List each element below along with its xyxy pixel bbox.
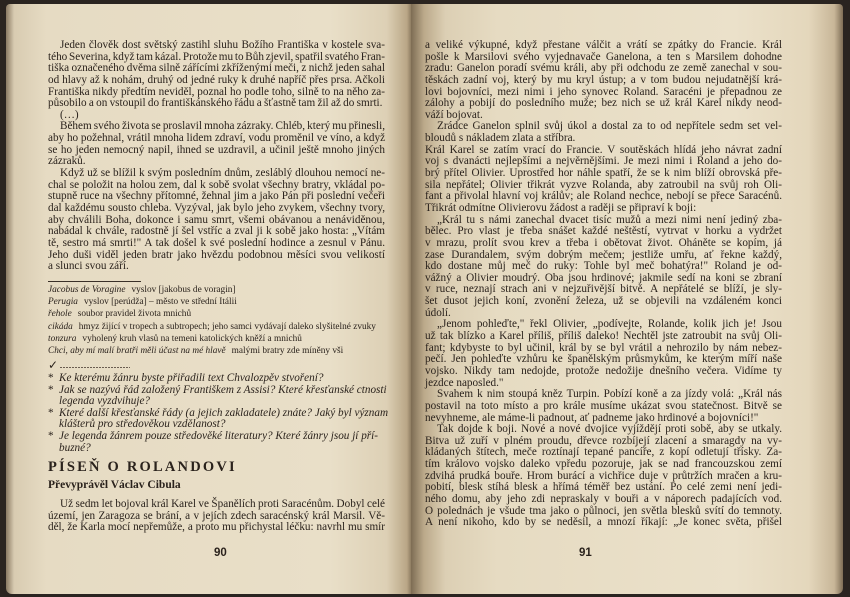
bullet-icon: * <box>48 406 54 419</box>
text-line: Už sedm let bojoval král Karel ve Španělích proti Saracénům. Dobyl celé <box>60 498 385 510</box>
text-line: zázraků. <box>48 155 86 168</box>
question-item <box>48 431 388 454</box>
text-line: (…) <box>60 108 79 121</box>
text-line: tím královo vojsko daleko vpředu pozoruje, jak se nad francouzskou zemí <box>425 458 782 471</box>
footnote-item <box>48 321 393 333</box>
text-line: „Jenom pohleďte," řekl Olivier, „podívejte, Rolande, kolik jich je! Jsou <box>437 318 782 331</box>
footnote-definition: vyslov [perúdža] – město ve střední Itálii <box>83 297 237 308</box>
text-line: Ke kterému žánru byste přiřadili text Chvalozpěv stvoření? <box>59 372 324 384</box>
text-line: údolí. <box>425 306 451 319</box>
text-line: stupně ruce na všechny přítomné, žehnal jim a jako Pán při poslední večeři <box>48 190 385 203</box>
text-line: už tak blízko a Karel příliš, příliš daleko! Nechtěl jste zatroubit na svůj Oli- <box>425 330 782 343</box>
text-line: sila nepřátel; Olivier třikrát vyzve Rolanda, aby zatroubil na svůj roh Oli- <box>425 178 782 191</box>
text-line: Třikrát odmítne Olivierovu žádost a raději se připraví k boji: <box>425 201 697 214</box>
footnote-item <box>48 308 393 320</box>
text-line: Tak dojde k boji. Nové a nové dvojice vyjíždějí proti sobě, aby se utkaly. <box>437 423 782 436</box>
text-line: kdo dostane můj meč do ruky: Tohle byl meč bohatýra!" Roland je od- <box>425 260 782 273</box>
footnote-item <box>48 333 393 345</box>
text-line: Svahem k nim stoupá kněz Turpin. Pobízí koně a za jízdy volá: „Král nás <box>437 388 782 401</box>
bullet-icon: * <box>48 383 54 396</box>
text-line: pobití, blesk stíhá blesk a hřímá téměř bez ustání. Po celé zemi není jedi- <box>425 481 782 494</box>
paragraph <box>48 40 385 110</box>
text-line: vojsko. Nikdy tam nedojde, protože nedožije dnešního večera. Vidíme ty <box>425 364 782 377</box>
legend-text <box>48 40 385 273</box>
footnote-term: tonzura <box>48 333 77 344</box>
text-line: a slunci svou září. <box>48 260 129 273</box>
check-mark-icon: ✓ <box>48 358 59 372</box>
footnote-definition: hmyz žijící v tropech a subtropech; jeho samci vydávají daleko slyšitelné zvuky <box>78 321 376 332</box>
text-line: voj s dvanácti nejlepšími a nejvěrnějšími. Je mezi nimi i Roland a jeho do- <box>425 155 782 168</box>
text-line: bloudů s nákladem zlata a stříbra. <box>425 132 576 145</box>
questions-list <box>48 373 388 454</box>
questions-rule <box>60 367 130 368</box>
text-line: bělec. Pro vlast je třeba snášet každé neštěstí, vytrvat v horku a vydržet <box>425 225 782 238</box>
question-item <box>48 373 388 385</box>
text-line: buzné? <box>59 441 91 454</box>
paragraph <box>48 168 385 273</box>
text-line: Je legenda žánrem pouze středověké literatury? Které žánry jsou jí pří- <box>59 429 378 442</box>
text-line: zálohy a pobijí do posledního muže; bez nich se už král Karel nikdy neod- <box>425 97 782 110</box>
bullet-icon: * <box>48 372 54 384</box>
paragraph <box>48 121 385 168</box>
story-text <box>48 499 385 534</box>
text-line: zradu: Ganelon poradí svému králi, aby při odchodu ze země zanechal v sou- <box>425 62 782 75</box>
text-line: postavil na toto místo a pro krále musíme ukázat svou statečnost. Bitvě se <box>425 399 782 412</box>
footnote-item <box>48 345 393 357</box>
text-line: legenda vyzdvihuje? <box>59 395 151 408</box>
text-line: v ruce, neznají strach ani v nejzuřivější bitvě. A nepřátelé se blíží, je sly- <box>425 283 782 296</box>
text-line: A není nikoho, kdo by se neděsil, a mnozí říkají: „Je konec světa, přišel <box>425 516 782 529</box>
text-line: Když už se blížil k svým posledním dnům, zesláblý dlouhou nemocí ne- <box>60 167 385 180</box>
text-line: vážný a Olivier moudrý. Oba jsou hrdinové; jakmile sedí na koni se zbraní <box>425 271 782 284</box>
text-line: zdvihá prudká bouře. Hrom burácí a vichřice duje v průtržích mračen a kru- <box>425 469 782 482</box>
text-line: působilo a on vstoupil do františkánského řádu a šťastně tam žil až do smrti. <box>48 97 383 110</box>
paragraph <box>425 319 782 389</box>
text-line: děl, že Karla mocí nepřemůže, a proto mu přichystal léčku: navrhl mu smír <box>48 521 385 534</box>
text-line: se ho jeden nemocný napil, ihned se uzdravil, a učinil ještě mnoho jiných <box>48 143 385 156</box>
text-line: brý přítel Olivier. Uprostřed hor náhle spatří, že se k nim blíží obrovská pře- <box>425 167 782 180</box>
text-line: „Král tu s námi zanechal dvacet tisíc mužů a mezi nimi není jediný zba- <box>437 213 782 226</box>
left-page <box>6 4 411 594</box>
text-line: lovi bojovníci, mezi nimi i jeho synovec Roland. Saracéni je přepadnou ze <box>425 85 782 98</box>
text-line: těskách zadní voj, který by mu kryl ústup; a v tom budou nejudatnější krá- <box>425 73 782 86</box>
text-line: šet dusot jejich koní, zvonění železa, už se objevili na vzdáleném konci <box>425 295 782 308</box>
paragraph <box>48 499 385 534</box>
paragraph <box>425 40 782 121</box>
paragraph <box>425 121 782 144</box>
text-line: dal každému sousto chleba. Vyzýval, jak bylo jeho zvykem, všechny tvory, <box>48 201 385 214</box>
text-line: Jak se nazývá řád založený Františkem z Assisi? Které křesťanské ctnosti <box>59 383 387 396</box>
paragraph <box>425 389 782 424</box>
text-line: pošle k Marsilovi svého vyjednavače Ganelona, a ten s Marsilem dohodne <box>425 50 782 63</box>
text-line: od hlavy až k nohám, druhý od jedné ruky k druhé napříč přes prsa. Ačkoli <box>48 73 385 86</box>
paragraph <box>425 215 782 320</box>
footnote-definition: soubor pravidel života mnichů <box>77 309 192 320</box>
text-line: zase Durandalem, svým dobrým mečem; jestliže umřu, ať řekne každý, <box>425 248 782 261</box>
chapter-subtitle: Převyprávěl Václav Cibula <box>48 479 181 491</box>
page-number: 91 <box>579 547 592 559</box>
text-line: váží bojovat. <box>425 108 483 121</box>
footnote-definition: malými bratry zde míněny vši <box>231 345 344 356</box>
text-line: tě, sestro má smrti!" A tak došel k své poslední hodince a zesnul v Pánu. <box>48 236 385 249</box>
paragraph <box>425 424 782 529</box>
text-line: chal se položit na holou zem, dal k sobě svolat všechny bratry, vkládal po- <box>48 178 385 191</box>
footnote-term: cikáda <box>48 321 73 332</box>
footnote-definition: vyslov [jakobus de voragin] <box>131 285 236 295</box>
text-line: Bitva už zuří v plném proudu, dřevce rozbíjejí zlacení a smaragdy na vy- <box>425 434 782 447</box>
question-item <box>48 385 388 408</box>
footnote-item <box>48 284 393 296</box>
text-line: Zrádce Ganelon splnil svůj úkol a dostal za to od nepřítele sedm set vel- <box>437 120 782 133</box>
text-line: klášterů pro středověkou vzdělanost? <box>59 418 226 431</box>
right-page <box>411 4 843 594</box>
text-line: ného domu, aby jeho zdi nepraskaly v bouři a v náporech padajících vod. <box>425 492 782 505</box>
footnote-rule <box>48 281 141 282</box>
chapter-title: PÍSEŇ O ROLANDOVI <box>48 459 237 475</box>
text-line: kládaných štítech, meče roztínají tepané pancíře, z kopí odletují třísky. Za- <box>425 446 782 459</box>
story-text <box>425 40 782 529</box>
text-line: pečí. Jen pohleďte vzhůru ke španělským průsmykům, ke kterým míří naše <box>425 353 782 366</box>
text-line: fant; kdybyste to byl učinil, král by se byl vrátil a nehrozilo by nám nebez- <box>425 341 782 354</box>
text-line: Král Karel se zatím vrací do Francie. V soutěskách hlídá jeho návrat zadní <box>425 143 782 156</box>
footnote-item <box>48 296 393 308</box>
text-line: území, jen Zaragoza se brání, a v jejích zdech saracénský král Marsil. Vě- <box>48 509 385 522</box>
text-line: Jeho duši viděl jeden bratr jako hvězdu podobnou měsíci svou velikostí <box>48 248 385 261</box>
text-line: v mrazu, prolít svou krev a třeba i obětovat život. Oháněte se kopím, já <box>425 236 782 249</box>
paragraph <box>425 145 782 215</box>
text-line: Františka nikdy předtím neviděl, poznal ho podle toho, silně to na něho za- <box>48 85 385 98</box>
footnotes <box>48 284 393 357</box>
text-line: Které další křesťanské řády (a jejich zakladatele) znáte? Jaký byl význam <box>59 406 389 419</box>
text-line: Během svého života se proslavil mnoha zázraky. Chléb, který mu přinesli, <box>60 120 385 133</box>
text-line: Jeden člověk dost světský zastihl sluhu Božího Františka v kostele sva- <box>60 39 385 51</box>
text-line: jezdce naposled." <box>425 376 504 389</box>
footnote-definition: vyholený kruh vlasů na temeni katolických kněží a mnichů <box>82 333 302 344</box>
text-line: a veliké výkupné, když přestane válčit a vrátí se zpátky do Francie. Král <box>425 39 782 51</box>
text-line: nabádal k chvále, radostně jí šel vstříc a zval ji k sobě jako hosta: „Vítám <box>48 225 385 238</box>
footnote-term: řehole <box>48 309 72 320</box>
text-line: nevyhneme, ale máme-li padnout, ať padneme jako hrdinové a bojovníci!" <box>425 411 759 424</box>
page-number: 90 <box>214 547 227 559</box>
text-line: aby chválili Boha, dokonce i samu smrt, všemi obávanou a nenáviděnou, <box>48 213 385 226</box>
text-line: O polednách je všude tma jako o půlnoci, jen světla blesků svítí do temnoty. <box>425 504 782 517</box>
footnote-term: Chci, aby mí malí bratři měli účast na mé hlavě <box>48 345 226 356</box>
text-line: fant a přivolal hlavní voj králův; ale Roland nechce, nebojí se přece Saracénů. <box>425 190 782 203</box>
text-line: tého Severina, když tam kázal. Protože mu to Bůh zjevil, spatřil svatého Fran- <box>48 50 385 63</box>
text-line: aby ho požehnal, vrátil mnoha lidem zdraví, vodu proměnil ve víno, a když <box>48 132 386 145</box>
bullet-icon: * <box>48 429 54 442</box>
footnote-term: Perugia <box>48 297 78 308</box>
footnote-term: Jacobus de Voragine <box>48 285 126 295</box>
text-line: tiška označeného dvěma silně zářícími zkříženými meči, z nichž jeden sahal <box>48 62 385 75</box>
question-item <box>48 408 388 431</box>
